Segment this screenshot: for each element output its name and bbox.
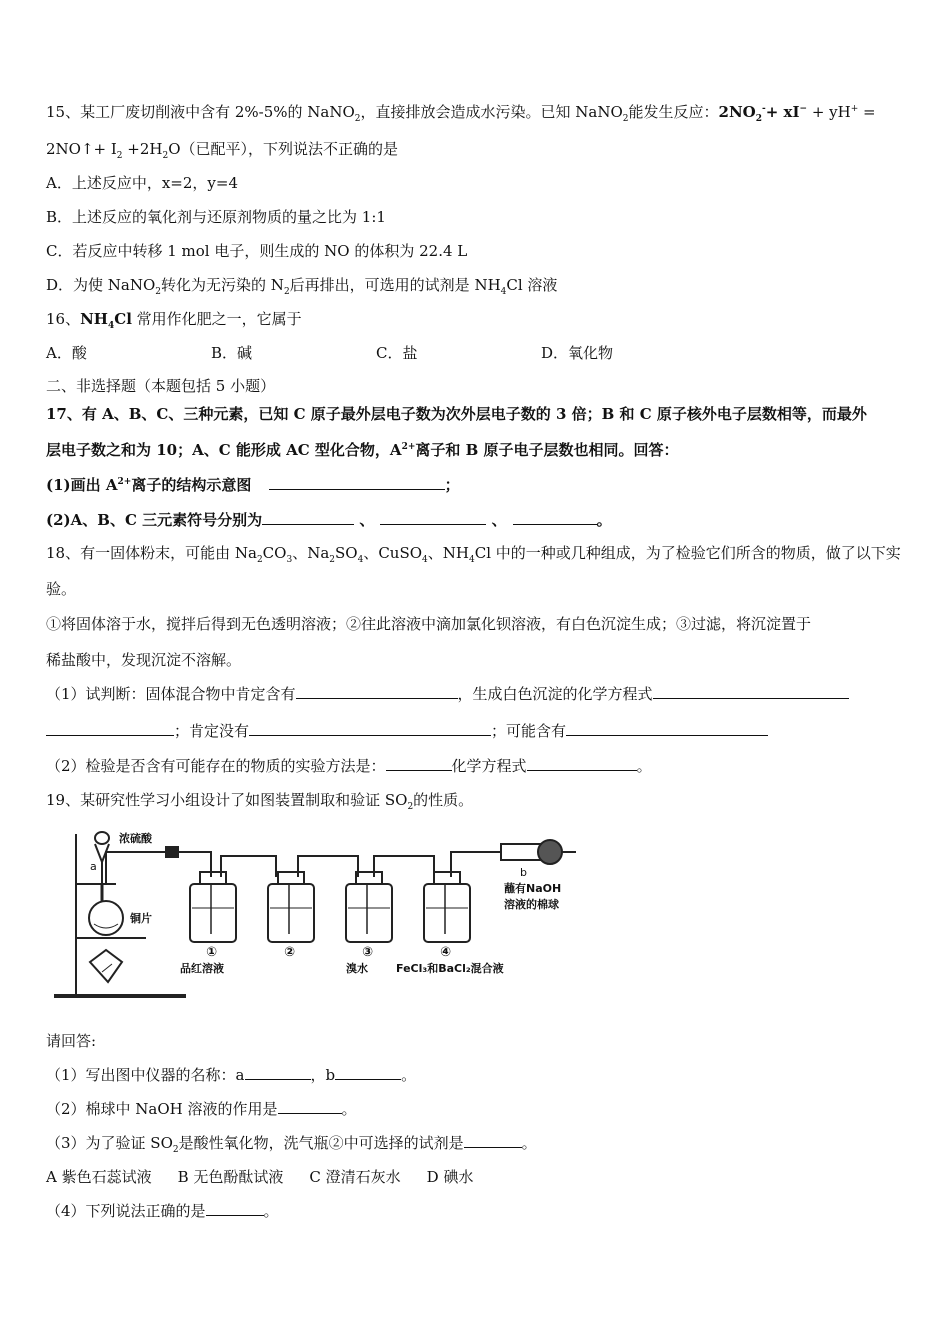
q15-option-b: B．上述反应的氧化剂与还原剂物质的量之比为 1:1 <box>46 208 386 226</box>
q19-text: （3）为了验证 SO <box>46 1134 173 1152</box>
q17-stem-line2 <box>46 440 679 460</box>
q17-text: 。 <box>596 511 612 529</box>
q17-text: 、 <box>354 511 375 529</box>
q15-option-a: A．上述反应中，x=2，y=4 <box>46 174 238 192</box>
answer-blank[interactable] <box>269 475 445 490</box>
q18-text: CO <box>262 544 287 562</box>
q18-stem-line3: ①将固体溶于水，搅拌后得到无色透明溶液；②往此溶液中滴加氯化钡溶液，有白色沉淀生成；③过滤，将沉淀置于 <box>46 615 812 633</box>
q16-number: 16、 <box>46 310 81 328</box>
q15-text: 转化为无污染的 N <box>161 276 284 294</box>
q19-part2 <box>46 1099 357 1119</box>
q18-text: （2）检验是否含有可能存在的物质的实验方法是： <box>46 757 386 775</box>
q19-text: ，b <box>310 1066 336 1084</box>
q16-options <box>46 343 706 363</box>
bottle-number-2: ② <box>284 945 296 960</box>
q19-part4 <box>46 1201 279 1221</box>
subscript: 2 <box>354 114 361 124</box>
q19-option-d: D 碘水 <box>426 1168 474 1186</box>
subscript: 4 <box>107 321 115 331</box>
q15-option-c: C．若反应中转移 1 mol 电子，则生成的 NO 的体积为 22.4 L <box>46 242 468 260</box>
bottle-2 <box>268 884 314 942</box>
superscript: 2+ <box>117 477 132 487</box>
answer-blank[interactable] <box>464 1133 522 1148</box>
answer-blank[interactable] <box>262 510 354 525</box>
subscript: 2 <box>283 287 290 297</box>
q18-text: Cl 中的一种或几种组成，为了检验它们所含的物质，做了以下实 <box>474 544 901 562</box>
q16-option-c: C．盐 <box>376 344 418 362</box>
q16-stem <box>46 309 302 329</box>
bottle-number-3: ③ <box>362 945 374 960</box>
subscript: 4 <box>422 555 428 565</box>
q19-text: 。 <box>341 1100 357 1118</box>
label-pinhong: 品红溶液 <box>180 962 224 975</box>
q17-text: ； <box>444 476 460 494</box>
flask <box>89 901 123 935</box>
subscript: 2 <box>162 151 169 161</box>
q15-text: Cl 溶液 <box>506 276 558 294</box>
stopper-1 <box>200 872 226 884</box>
q19-stem <box>46 790 473 810</box>
equation: = <box>858 103 876 121</box>
answer-blank[interactable] <box>527 756 637 771</box>
q16-text: 常用作化肥之一，它属于 <box>131 310 302 328</box>
q18-text: 化学方程式 <box>451 757 527 775</box>
q19-options <box>46 1167 499 1187</box>
q15-text: 后再排出，可选用的试剂是 NH <box>289 276 501 294</box>
q19-option-c: C 澄清石灰水 <box>309 1168 401 1186</box>
answer-blank[interactable] <box>296 684 458 699</box>
q19-part1 <box>46 1065 416 1085</box>
subscript: 2 <box>407 802 414 812</box>
q18-text: ；可能含有 <box>491 722 567 740</box>
q17-text: (1)画出 A <box>46 476 118 494</box>
q18-stem-line2: 验。 <box>46 580 77 598</box>
subscript: 4 <box>468 555 475 565</box>
q18-text: SO <box>335 544 358 562</box>
cotton-ball <box>538 840 562 864</box>
answer-blank[interactable] <box>380 510 486 525</box>
stopper-4 <box>434 872 460 884</box>
q15-option-d <box>46 275 557 295</box>
tube-clip <box>166 847 178 857</box>
answer-blank[interactable] <box>653 684 849 699</box>
q19-text: 19、某研究性学习小组设计了如图装置制取和验证 SO <box>46 791 408 809</box>
q19-text: （1）写出图中仪器的名称：a <box>46 1066 245 1084</box>
delivery-tube <box>106 852 196 884</box>
q17-text: 层电子数之和为 10；A、C 能形成 AC 型化合物，A <box>46 441 402 459</box>
q17-text: 离子和 B 原子电子层数也相同。回答： <box>415 441 679 459</box>
superscript: 2+ <box>401 442 416 452</box>
section-heading: 二、非选择题（本题包括 5 小题） <box>46 377 276 395</box>
subscript: 4 <box>500 287 507 297</box>
funnel-top <box>95 832 109 844</box>
subscript: 2 <box>329 555 335 565</box>
stopper-2 <box>278 872 304 884</box>
answer-blank[interactable] <box>249 721 491 736</box>
drying-tube <box>501 844 541 860</box>
superscript: − <box>799 104 808 114</box>
subscript: 2 <box>622 114 629 124</box>
q17-text: 离子的结构示意图 <box>131 476 252 494</box>
q19-text: 。 <box>263 1202 279 1220</box>
subscript: 2 <box>755 114 763 124</box>
q18-text: 。 <box>636 757 652 775</box>
q19-text: （4）下列说法正确的是 <box>46 1202 206 1220</box>
bottle-3 <box>346 884 392 942</box>
tube-4-out <box>451 852 501 877</box>
subscript: 2 <box>155 287 162 297</box>
q19-text: 。 <box>521 1134 537 1152</box>
q17-stem-line1: 17、有 A、B、C、三种元素，已知 C 原子最外层电子数为次外层电子数的 3 倍；B 和 C 原子核外电子层数相等，而最外 <box>46 405 867 423</box>
tube-2-3 <box>298 856 358 877</box>
q18-stem-line1 <box>46 543 901 563</box>
bottle-1 <box>190 884 236 942</box>
q15-text: 2NO↑+ I <box>46 140 117 158</box>
subscript: 4 <box>357 555 364 565</box>
q18-text: （1）试判断：固体混合物中肯定含有 <box>46 685 296 703</box>
q15-stem-line2 <box>46 139 398 159</box>
subscript: 2 <box>116 151 123 161</box>
q18-part1-line2 <box>46 721 768 741</box>
answer-blank[interactable] <box>46 721 174 736</box>
q18-text: 18、有一固体粉末，可能由 Na <box>46 544 257 562</box>
apparatus-diagram <box>46 822 581 1006</box>
q16-option-b: B．碱 <box>211 344 253 362</box>
q18-text: ，生成白色沉淀的化学方程式 <box>457 685 653 703</box>
answer-blank[interactable] <box>278 1099 342 1114</box>
label-copper: 铜片 <box>130 912 152 925</box>
q17-part1 <box>46 475 460 495</box>
formula: NH <box>80 310 108 328</box>
label-cotton-1: 蘸有NaOH <box>504 882 562 895</box>
answer-blank[interactable] <box>513 510 597 525</box>
q15-text: 能发生反应： <box>628 103 719 121</box>
q16-option-a: A．酸 <box>46 344 87 362</box>
label-bromine: 溴水 <box>346 962 368 975</box>
label-acid: 浓硫酸 <box>119 832 152 845</box>
q19-please-answer: 请回答: <box>46 1032 97 1050</box>
q19-option-a: A 紫色石蕊试液 <box>46 1168 152 1186</box>
equation: 2NO <box>718 103 756 121</box>
bottle-number-4: ④ <box>440 945 452 960</box>
q15-text: ，直接排放会造成水污染。已知 NaNO <box>360 103 623 121</box>
q18-text: 、CuSO <box>363 544 423 562</box>
subscript: 2 <box>256 555 263 565</box>
label-fecl3-bacl2: FeCl₃和BaCl₂混合液 <box>396 962 504 975</box>
q19-text: 是酸性氧化物，洗气瓶②中可选择的试剂是 <box>178 1134 464 1152</box>
q15-text: 15、某工厂废切削液中含有 2%-5%的 NaNO <box>46 103 355 121</box>
q19-text: 。 <box>401 1066 417 1084</box>
formula: Cl <box>114 310 132 328</box>
q17-text: 、 <box>486 511 507 529</box>
label-a: a <box>90 860 97 873</box>
label-cotton-2: 溶液的棉球 <box>504 898 559 911</box>
equation: + yH <box>807 103 851 121</box>
q18-text: ；肯定没有 <box>174 722 250 740</box>
bottle-4 <box>424 884 470 942</box>
burner-detail <box>102 964 112 972</box>
superscript: - <box>762 104 766 114</box>
answer-blank[interactable] <box>335 1065 401 1080</box>
q15-stem-line1 <box>46 102 876 122</box>
answer-blank[interactable] <box>386 756 452 771</box>
q19-text: 的性质。 <box>413 791 474 809</box>
q19-option-b: B 无色酚酞试液 <box>177 1168 284 1186</box>
q17-part2 <box>46 510 612 530</box>
alcohol-lamp <box>90 950 122 982</box>
q19-text: （2）棉球中 NaOH 溶液的作用是 <box>46 1100 278 1118</box>
q18-text: 、Na <box>292 544 330 562</box>
bottle-number-1: ① <box>206 945 218 960</box>
q15-text: D．为使 NaNO <box>46 276 156 294</box>
answer-blank[interactable] <box>245 1065 311 1080</box>
subscript: 2 <box>172 1145 179 1155</box>
stopper-3 <box>356 872 382 884</box>
q18-part2 <box>46 756 652 776</box>
q18-text: 、NH <box>427 544 469 562</box>
q19-part3 <box>46 1133 537 1153</box>
q18-part1-line1 <box>46 684 849 704</box>
equation: + xI <box>765 103 800 121</box>
tube-1-in <box>196 852 211 877</box>
q15-text: O（已配平），下列说法不正确的是 <box>168 140 399 158</box>
q16-option-d: D．氧化物 <box>541 344 614 362</box>
copper-pieces <box>94 924 118 928</box>
superscript: + <box>850 104 859 114</box>
answer-blank[interactable] <box>206 1201 264 1216</box>
q15-text: +2H <box>122 140 163 158</box>
q18-stem-line4: 稀盐酸中，发现沉淀不溶解。 <box>46 651 242 669</box>
answer-blank[interactable] <box>566 721 768 736</box>
q17-text: (2)A、B、C 三元素符号分别为 <box>46 511 263 529</box>
subscript: 3 <box>286 555 293 565</box>
tube-1-2 <box>221 856 276 877</box>
label-b: b <box>520 866 527 879</box>
